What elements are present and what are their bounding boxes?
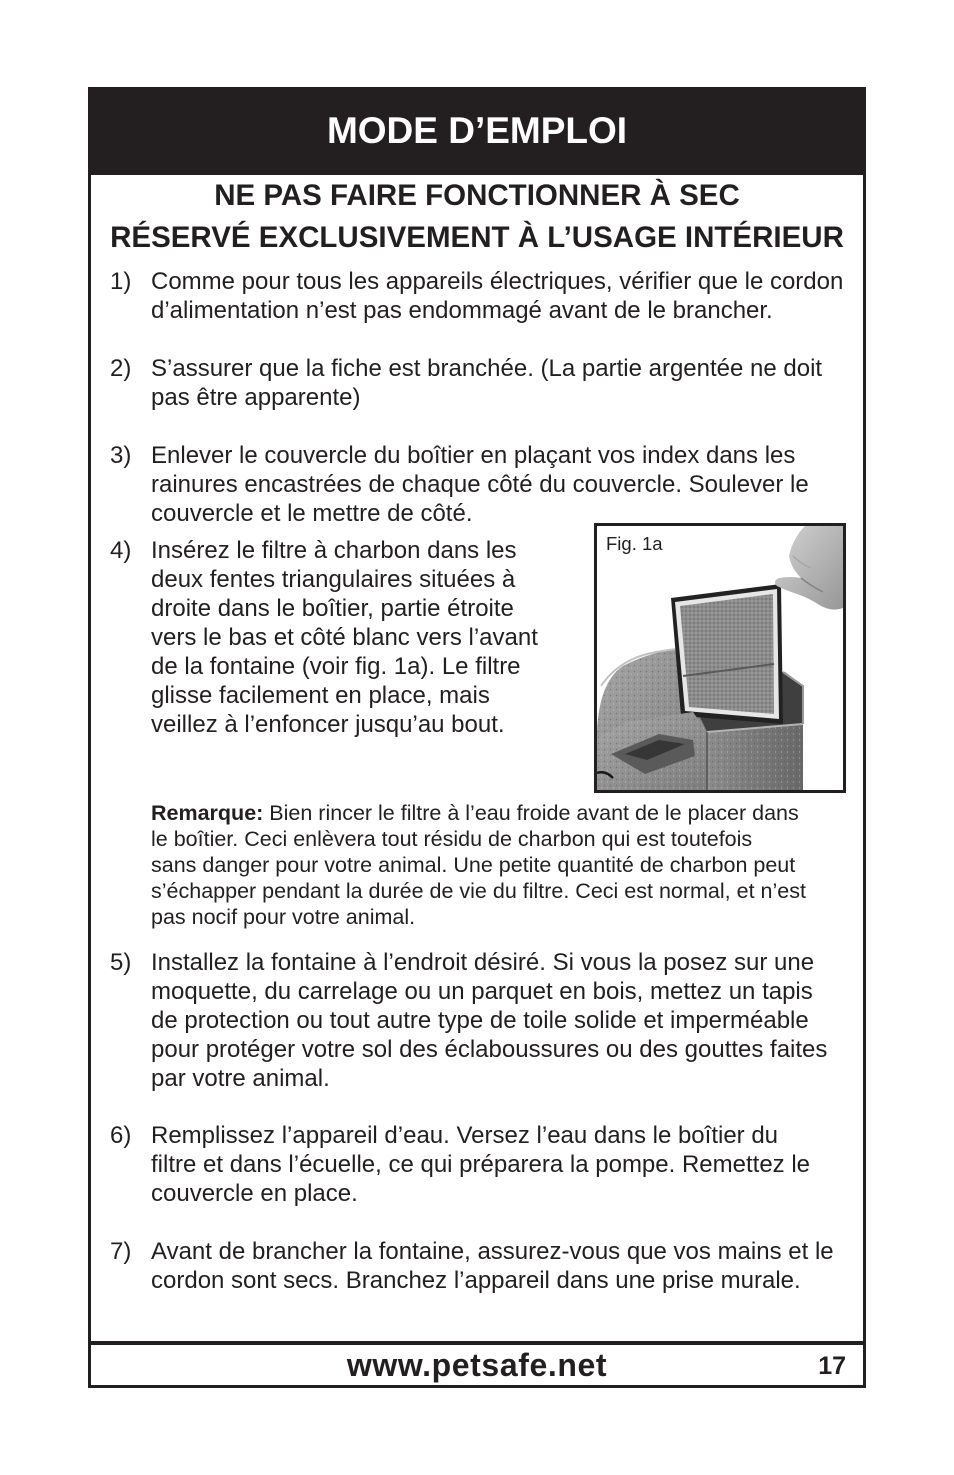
step-text — [151, 354, 822, 412]
step-line: d’alimentation n’est pas endommagé avant de le brancher. — [151, 297, 773, 324]
note-line: s’échapper pendant la durée de vie du filtre. Ceci est normal, et n’est — [151, 879, 806, 903]
step-line: Enlever le couvercle du boîtier en plaçant vos index dans les — [151, 442, 796, 469]
step-line: couvercle et le mettre de côté. — [151, 500, 473, 527]
step-line: couvercle en place. — [151, 1180, 358, 1207]
note-line: sans danger pour votre animal. Une petite quantité de charbon peut — [151, 853, 796, 877]
step-line: Installez la fontaine à l’endroit désiré. Si vous la posez sur une — [151, 949, 815, 976]
figure-label: Fig. 1a — [606, 533, 663, 554]
step-line: moquette, du carrelage ou un parquet en bois, mettez un tapis — [151, 978, 813, 1005]
warning-dry-run: NE PAS FAIRE FONCTIONNER À SEC — [214, 179, 740, 212]
filter-cartridge — [671, 584, 783, 724]
note-line: pas nocif pour votre animal. — [151, 905, 416, 929]
warning-indoor-only: RÉSERVÉ EXCLUSIVEMENT À L’USAGE INTÉRIEUR — [110, 221, 844, 254]
step-number: 6) — [110, 1122, 132, 1149]
step-line: Remplissez l’appareil d’eau. Versez l’eau dans le boîtier du — [151, 1122, 779, 1149]
step-line: droite dans le boîtier, partie étroite — [151, 595, 514, 622]
footer-website: www.petsafe.net — [346, 1347, 608, 1383]
step-line: S’assurer que la fiche est branchée. (La partie argentée ne doit — [151, 355, 823, 382]
step-line: vers le bas et côté blanc vers l’avant — [151, 624, 538, 651]
step-text — [151, 441, 809, 528]
step-text — [151, 536, 538, 739]
page-header — [88, 87, 866, 175]
step-line: deux fentes triangulaires situées à — [151, 566, 516, 593]
step-line: de protection ou tout autre type de toile solide et imperméable — [151, 1007, 809, 1034]
note-line — [151, 800, 806, 826]
step-line: Comme pour tous les appareils électriques, vérifier que le cordon — [151, 268, 844, 295]
step-line: rainures encastrées de chaque côté du couvercle. Soulever le — [151, 471, 809, 498]
hand — [775, 526, 843, 610]
step-number: 5) — [110, 949, 132, 976]
note-label: Remarque: — [151, 801, 264, 825]
step-text — [151, 1237, 834, 1295]
note-remarque — [151, 800, 806, 930]
figure-1a — [594, 523, 846, 793]
step-number: 4) — [110, 537, 132, 564]
fountain-filter-photo — [597, 526, 843, 790]
page-number: 17 — [818, 1352, 846, 1380]
step-line: cordon sont secs. Branchez l’appareil dans une prise murale. — [151, 1267, 801, 1294]
step-line: de la fontaine (voir fig. 1a). Le filtre — [151, 653, 521, 680]
step-text — [151, 1121, 810, 1208]
step-line: pas être apparente) — [151, 384, 361, 411]
page-title: MODE D’EMPLOI — [326, 110, 628, 151]
step-line: filtre et dans l’écuelle, ce qui préparera la pompe. Remettez le — [151, 1151, 811, 1178]
step-line: veillez à l’enfoncer jusqu’au bout. — [151, 711, 505, 738]
step-number: 3) — [110, 442, 132, 469]
step-text — [151, 267, 843, 325]
step-line: par votre animal. — [151, 1065, 330, 1092]
step-text — [151, 948, 827, 1093]
step-line: glisse facilement en place, mais — [151, 682, 490, 709]
step-line: pour protéger votre sol des éclaboussures ou des gouttes faites — [151, 1036, 828, 1063]
step-number: 2) — [110, 355, 132, 382]
step-number: 7) — [110, 1238, 132, 1265]
step-number: 1) — [110, 268, 132, 295]
step-line: Avant de brancher la fontaine, assurez-vous que vos mains et le — [151, 1238, 834, 1265]
step-line: Insérez le filtre à charbon dans les — [151, 537, 517, 564]
note-line: le boîtier. Ceci enlèvera tout résidu de charbon qui est toutefois — [151, 827, 753, 851]
note-text: Bien rincer le filtre à l’eau froide avant de le placer dans — [269, 801, 799, 825]
